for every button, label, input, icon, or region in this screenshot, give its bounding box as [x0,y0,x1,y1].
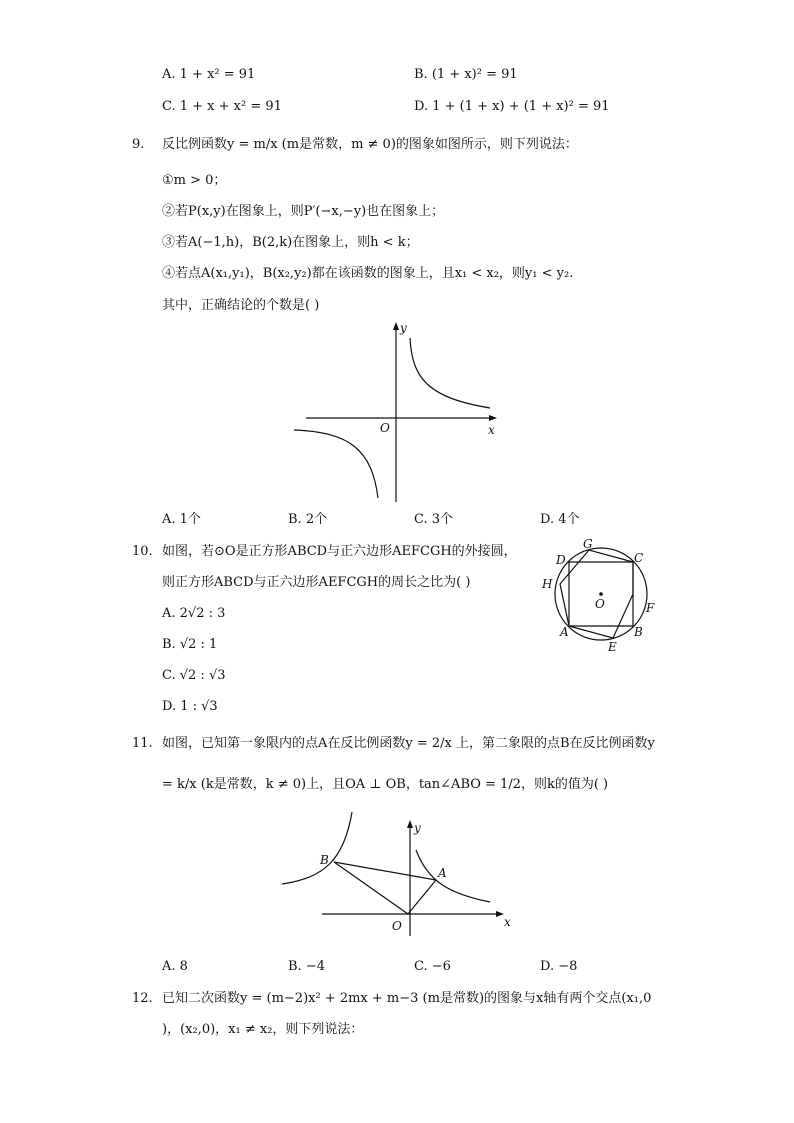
q10-label-b: B [634,625,643,639]
q12-number: 12. [132,991,153,1006]
q9-stem: 反比例函数y = m/x (m是常数，m ≠ 0)的图象如图所示，则下列说法： [162,137,578,152]
q10-label-c: C [634,551,644,565]
q11-segment-ab [334,862,436,880]
q9-origin-label: O [380,421,390,435]
q11-branch-first-quadrant [416,850,490,902]
q9-option-d: D. 4个 [540,512,580,527]
q9-y-label: y [400,321,407,335]
q10-option-c: C. √2 : √3 [162,668,226,683]
q10-label-f: F [646,601,655,615]
q12-line-1: 已知二次函数y = (m−2)x² + 2mx + m−3 (m是常数)的图象与x轴有两个交点(x₁,0 [162,991,652,1006]
q11-option-c: C. −6 [414,959,451,974]
q12-line-2: )，(x₂,0)，x₁ ≠ x₂，则下列说法： [162,1022,364,1037]
q10-label-e: E [608,640,617,654]
q10-label-d: D [556,553,566,567]
q8-option-c: C. 1 + x + x² = 91 [162,99,282,114]
q9-x-arrow [489,415,497,421]
q11-option-a: A. 8 [162,959,188,974]
q10-option-a: A. 2√2 : 3 [162,606,226,621]
q9-branch-third-quadrant [294,430,378,498]
q9-option-c: C. 3个 [414,512,454,527]
q11-option-d: D. −8 [540,959,578,974]
q10-label-h: H [542,577,553,591]
q10-option-d: D. 1 : √3 [162,699,218,714]
q9-ask: 其中，正确结论的个数是( ) [162,298,320,313]
q8-option-b: B. (1 + x)² = 91 [414,67,518,82]
q10-circle-figure [538,536,663,656]
q11-point-a-label: A [438,866,447,880]
q11-branch-second-quadrant [282,812,352,884]
q9-statement-3: ③若A(−1,h)，B(2,k)在图象上，则h < k； [162,235,419,250]
q9-statement-4: ④若点A(x₁,y₁)，B(x₂,y₂)都在该函数的图象上，且x₁ < x₂，则y₁ < y₂. [162,266,574,281]
q10-line-2: 则正方形ABCD与正六边形AEFCGH的周长之比为( ) [162,575,471,590]
q11-origin-label: O [392,919,402,933]
q11-segment-ob [334,862,408,914]
q11-number: 11. [132,736,153,751]
q9-y-arrow [393,322,399,330]
q11-option-b: B. −4 [288,959,325,974]
q9-statement-1: ①m > 0； [162,173,227,188]
q10-line-1: 如图，若⊙O是正方形ABCD与正六边形AEFCGH的外接圆， [162,544,517,559]
q8-option-d: D. 1 + (1 + x) + (1 + x)² = 91 [414,99,610,114]
q10-hexagon [560,550,633,638]
q11-x-label: x [504,915,511,929]
q9-branch-first-quadrant [410,338,490,408]
q9-option-b: B. 2个 [288,512,328,527]
q9-statement-2: ②若P(x,y)在图象上，则P′(−x,−y)也在图象上； [162,204,445,219]
q11-point-b-label: B [320,853,329,867]
q10-label-o: O [595,597,605,611]
q10-label-a: A [560,625,569,639]
q9-number: 9. [132,137,145,152]
q9-option-a: A. 1个 [162,512,201,527]
q9-x-label: x [488,423,495,437]
q10-center-dot [599,592,603,596]
q11-line-2: = k/x (k是常数，k ≠ 0)上，且OA ⊥ OB，tan∠ABO = 1/2，则k的值为( ) [162,777,609,792]
q10-label-g: G [583,537,593,551]
q11-segment-oa [408,880,436,914]
q11-y-label: y [414,821,421,835]
q8-option-a: A. 1 + x² = 91 [162,67,256,82]
q11-hyperbola-figure [278,812,518,937]
q11-y-arrow [407,820,413,828]
q11-line-1: 如图，已知第一象限内的点A在反比例函数y = 2/x 上，第二象限的点B在反比例函数y [162,736,655,751]
q9-hyperbola-figure [290,320,505,505]
q10-option-b: B. √2 : 1 [162,637,218,652]
q10-number: 10. [132,544,153,559]
q11-x-arrow [496,911,504,917]
